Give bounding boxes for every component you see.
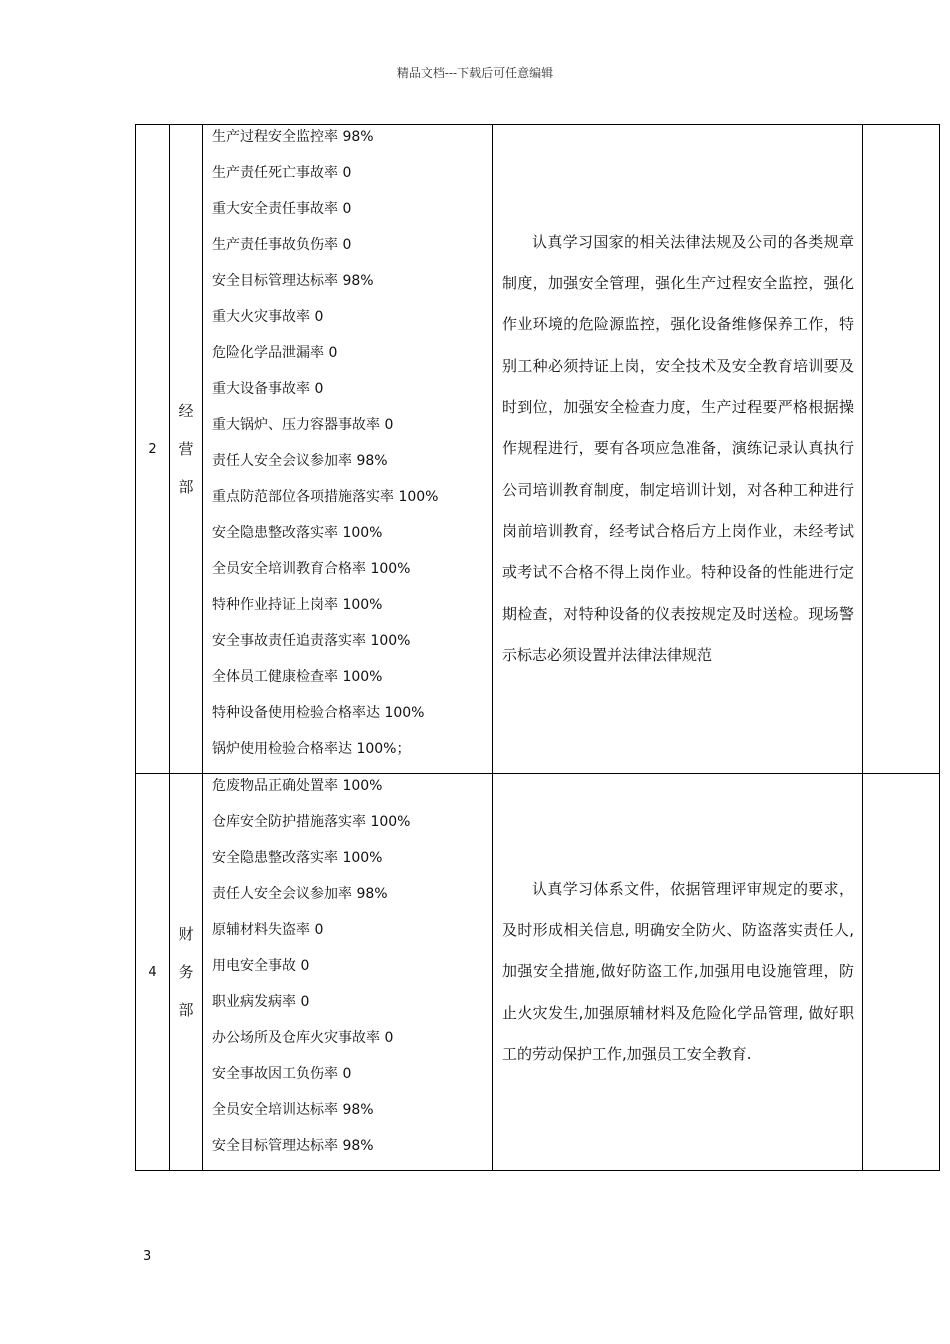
indicator-item: 安全隐患整改落实率 100% xyxy=(212,525,383,541)
indicator-item: 全员安全培训教育合格率 100% xyxy=(212,561,411,577)
indicator-item: 重大锅炉、压力容器事故率 0 xyxy=(212,417,394,433)
indicator-item: 用电安全事故 0 xyxy=(212,958,310,974)
indicator-item: 重点防范部位各项措施落实率 100% xyxy=(212,489,439,505)
department-cell xyxy=(170,774,203,1171)
indicator-item: 全体员工健康检查率 100% xyxy=(212,669,383,685)
indicator-item: 责任人安全会议参加率 98% xyxy=(212,886,388,902)
safety-target-table xyxy=(135,124,940,1171)
indicator-item: 仓库安全防护措施落实率 100% xyxy=(212,814,411,830)
indicator-item: 特种作业持证上岗率 100% xyxy=(212,597,383,613)
indicator-item: 重大火灾事故率 0 xyxy=(212,309,324,325)
remarks-cell xyxy=(863,125,940,774)
indicator-item: 安全隐患整改落实率 100% xyxy=(212,850,383,866)
remarks-cell xyxy=(863,774,940,1171)
indicator-item: 锅炉使用检验合格率达 100%； xyxy=(212,741,411,757)
indicator-item: 责任人安全会议参加率 98% xyxy=(212,453,388,469)
indicator-item: 安全目标管理达标率 98% xyxy=(212,273,374,289)
page-number: 3 xyxy=(143,1249,152,1264)
indicator-item: 重大安全责任事故率 0 xyxy=(212,201,352,217)
department-cell xyxy=(170,125,203,774)
row-number: 2 xyxy=(136,125,170,774)
measures-cell xyxy=(493,774,863,1171)
indicator-item: 原辅材料失盗率 0 xyxy=(212,922,324,938)
indicator-item: 安全事故因工负伤率 0 xyxy=(212,1066,352,1082)
table-row xyxy=(136,774,940,1171)
indicator-list xyxy=(203,774,493,1171)
indicator-item: 职业病发病率 0 xyxy=(212,994,310,1010)
page-header: 精品文档---下载后可任意编辑 xyxy=(396,66,554,80)
indicator-list xyxy=(203,125,493,774)
indicator-item: 生产责任事故负伤率 0 xyxy=(212,237,352,253)
indicator-item: 办公场所及仓库火灾事故率 0 xyxy=(212,1030,394,1046)
indicator-item: 安全目标管理达标率 98% xyxy=(212,1138,374,1154)
indicator-item: 重大设备事故率 0 xyxy=(212,381,324,397)
table-row xyxy=(136,125,940,774)
indicator-item: 全员安全培训达标率 98% xyxy=(212,1102,374,1118)
department-name: 经营部 xyxy=(178,402,194,496)
indicator-item: 生产责任死亡事故率 0 xyxy=(212,165,352,181)
indicator-item: 安全事故责任追责落实率 100% xyxy=(212,633,411,649)
indicator-item: 危险化学品泄漏率 0 xyxy=(212,345,338,361)
indicator-item: 特种设备使用检验合格率达 100% xyxy=(212,705,425,721)
measures-cell xyxy=(493,125,863,774)
indicator-item: 生产过程安全监控率 98% xyxy=(212,129,374,145)
indicator-item: 危废物品正确处置率 100% xyxy=(212,778,383,794)
department-name: 财务部 xyxy=(178,925,194,1019)
row-number: 4 xyxy=(136,774,170,1171)
measures-text: 认真学习国家的相关法律法规及公司的各类规章制度，加强安全管理，强化生产过程安全监控，强化作业环境的危险源监控，强化设备维修保养工作，特别工种必须持证上岗，安全技术及安全教育培训要及时到位，加强安全检查力度，生产过程要严格根据操作规程进行，要有各项应急准备，演练记录认真执行公司培训教育制度，制定培训计划，对各种工种进行岗前培训教育，经考试合格后方上岗作业，未经考试或考试不合格不得上岗作业。特种设备的性能进行定期检查，对特种设备的仪表按规定及时送检。现场警示标志必须设置并法律法律规范 xyxy=(502,232,854,664)
measures-text: 认真学习体系文件，依据管理评审规定的要求，及时形成相关信息, 明确安全防火、防盗落实责任人,加强安全措施,做好防盗工作,加强用电设施管理，防止火灾发生,加强原辅材料及危险化学品管理, 做好职工的劳动保护工作,加强员工安全教育. xyxy=(502,879,854,1063)
